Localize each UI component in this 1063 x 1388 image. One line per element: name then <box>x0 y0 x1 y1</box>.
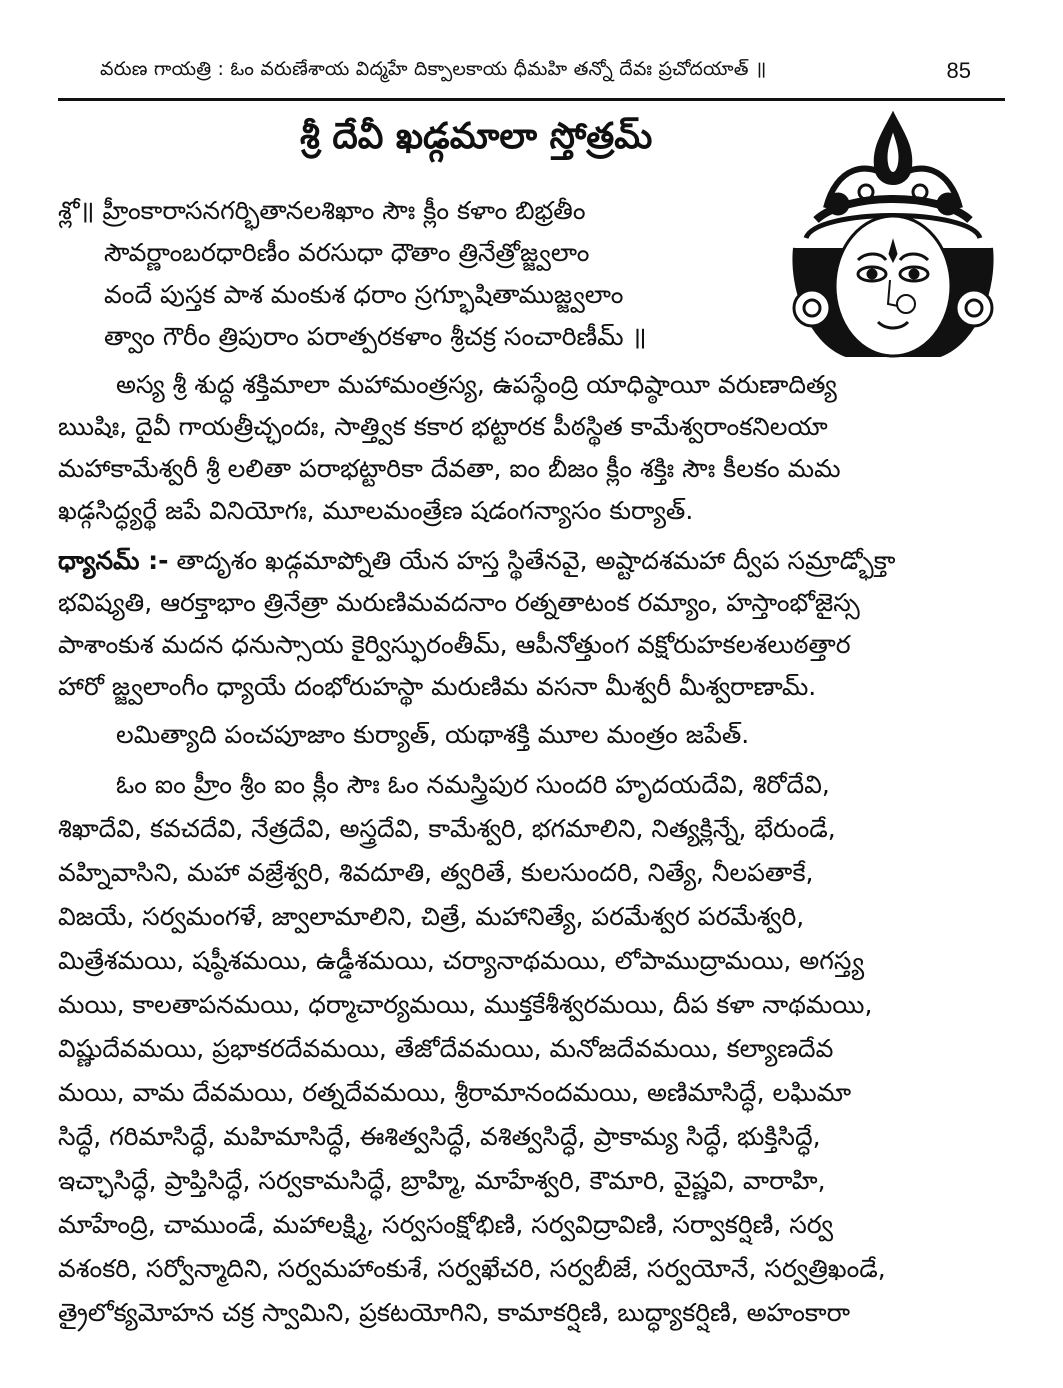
page-header <box>58 52 1005 92</box>
mala-line: మయి, కాలతాపనమయి, ధర్మాచార్యమయి, ముక్తకేశీశ్వరమయి, దీప కళా నాథమయి, <box>58 990 873 1019</box>
running-title: వరుణ గాయత్రి : ఓం వరుణేశాయ విద్మహే దిక్పాలకాయ ధీమహి తన్నో దేవః ప్రచోదయాత్ ॥ <box>100 58 767 80</box>
verse-line: త్వాం గౌరీం త్రిపురాం పరాత్పరకళాం శ్రీచక్ర సంచారిణీమ్ ॥ <box>104 322 647 351</box>
dhyanam-first-line <box>58 540 1006 582</box>
mala-line: ఇచ్ఛాసిద్ధే, ప్రాప్తిసిద్ధే, సర్వకామసిద్ధే, బ్రాహ్మి, మాహేశ్వరి, కౌమారి, వైష్ణవి, వారాహి, <box>58 1166 826 1195</box>
puja-line: లమిత్యాది పంచపూజాం కుర్యాత్, యథాశక్తి మూల మంత్రం జపేత్. <box>116 720 750 749</box>
dhyanam-text: తాదృశం ఖడ్గమాప్నోతి యేన హస్త స్థితేనవై, అష్టాదశమహా ద్వీప సమ్రాడ్భోక్తా <box>176 546 896 575</box>
mala-line: వశంకరి, సర్వోన్మాదిని, సర్వమహాంకుశే, సర్వఖేచరి, సర్వబీజే, సర్వయోనే, సర్వత్రిఖండే, <box>58 1254 886 1283</box>
mala-line: మయి, వామ దేవమయి, రత్నదేవమయి, శ్రీరామానందమయి, అణిమాసిద్ధే, లఘిమా <box>58 1078 852 1107</box>
mala-line: సిద్ధే, గరిమాసిద్ధే, మహిమాసిద్ధే, ఈశిత్వసిద్ధే, వశిత్వసిద్ధే, ప్రాకామ్య సిద్ధే, భుక్తిసిద్ధే, <box>58 1122 821 1151</box>
header-rule <box>58 98 1005 101</box>
verse-line: సౌవర్ణాంబరధారిణీం వరసుధా ధౌతాం త్రినేత్రోజ్జ్వలాం <box>104 238 590 267</box>
dhyanam-line: పాశాంకుశ మదన ధనుస్సాయ కైర్విస్ఫురంతీమ్, ఆపీనోత్తుంగ వక్షోరుహకలశలుఠత్తార <box>58 630 851 659</box>
mala-line: విజయే, సర్వమంగళే, జ్వాలామాలిని, చిత్రే, మహానిత్యే, పరమేశ్వర పరమేశ్వరి, <box>58 902 805 931</box>
viniyoga-line: ఋషిః, దైవీ గాయత్రీచ్ఛందః, సాత్త్విక కకార భట్టారక పీఠస్థిత కామేశ్వరాంకనిలయా <box>58 412 828 441</box>
mala-line: విష్ణుదేవమయి, ప్రభాకరదేవమయి, తేజోదేవమయి, మనోజదేవమయి, కల్యాణదేవ <box>58 1034 834 1063</box>
viniyoga-line: ఖడ్గసిద్ధ్యర్థే జపే వినియోగః, మూలమంత్రేణ షడంగన్యాసం కుర్యాత్. <box>58 496 694 525</box>
verse-line: శ్లో॥ హ్రీంకారాసనగర్భితానలశిఖాం సౌః క్లీం కళాం బిభ్రతీం <box>58 196 586 225</box>
devi-face-image <box>786 108 1000 358</box>
mala-line: శిఖాదేవి, కవచదేవి, నేత్రదేవి, అస్త్రదేవి, కామేశ్వరి, భగమాలిని, నిత్యక్లిన్నే, భేరుండే, <box>58 814 836 843</box>
dhyanam-line: భవిష్యతి, ఆరక్తాభాం త్రినేత్రా మరుణిమవదనాం రత్నతాటంక రమ్యాం, హస్తాంభోజైస్స <box>58 588 860 617</box>
verse-line: వందే పుస్తక పాశ మంకుశ ధరాం స్రగ్భూషితాముజ్జ్వలాం <box>104 280 624 309</box>
dhyanam-label: ధ్యానమ్ :- <box>58 546 169 575</box>
mala-line: ఓం ఐం హ్రీం శ్రీం ఐం క్లీం సౌః ఓం నమస్త్రిపుర సుందరి హృదయదేవి, శిరోదేవి, <box>116 770 830 799</box>
dhyanam-line: హారో జ్జ్వలాంగీం ధ్యాయే దంభోరుహస్థా మరుణిమ వసనా మీశ్వరీ మీశ్వరాణామ్. <box>58 672 817 701</box>
mala-line: మాహేంద్రి, చాముండే, మహాలక్ష్మి, సర్వసంక్షోభిణి, సర్వవిద్రావిణి, సర్వాకర్షిణి, సర్వ <box>58 1210 834 1239</box>
viniyoga-line: అస్య శ్రీ శుద్ధ శక్తిమాలా మహామంత్రస్య, ఉపస్థేంద్రి యాధిష్ఠాయీ వరుణాదిత్య <box>116 370 837 399</box>
mala-line: త్రైలోక్యమోహన చక్ర స్వామిని, ప్రకటయోగిని, కామాకర్షిణి, బుద్ధ్యాకర్షిణి, అహంకారా <box>58 1298 850 1327</box>
mala-line: వహ్నివాసిని, మహా వజ్రేశ్వరి, శివదూతి, త్వరితే, కులసుందరి, నిత్యే, నీలపతాకే, <box>58 858 814 887</box>
viniyoga-line: మహాకామేశ్వరీ శ్రీ లలితా పరాభట్టారికా దేవతా, ఐం బీజం క్లీం శక్తిః సౌః కీలకం మమ <box>58 454 841 483</box>
page-title: శ్రీ దేవీ ఖడ్గమాలా స్తోత్రమ్ <box>300 116 653 157</box>
page-number: 85 <box>946 58 971 83</box>
mala-line: మిత్రేశమయి, షష్ఠీశమయి, ఉడ్డీశమయి, చర్యానాథమయి, లోపాముద్రామయి, అగస్త్య <box>58 946 865 975</box>
